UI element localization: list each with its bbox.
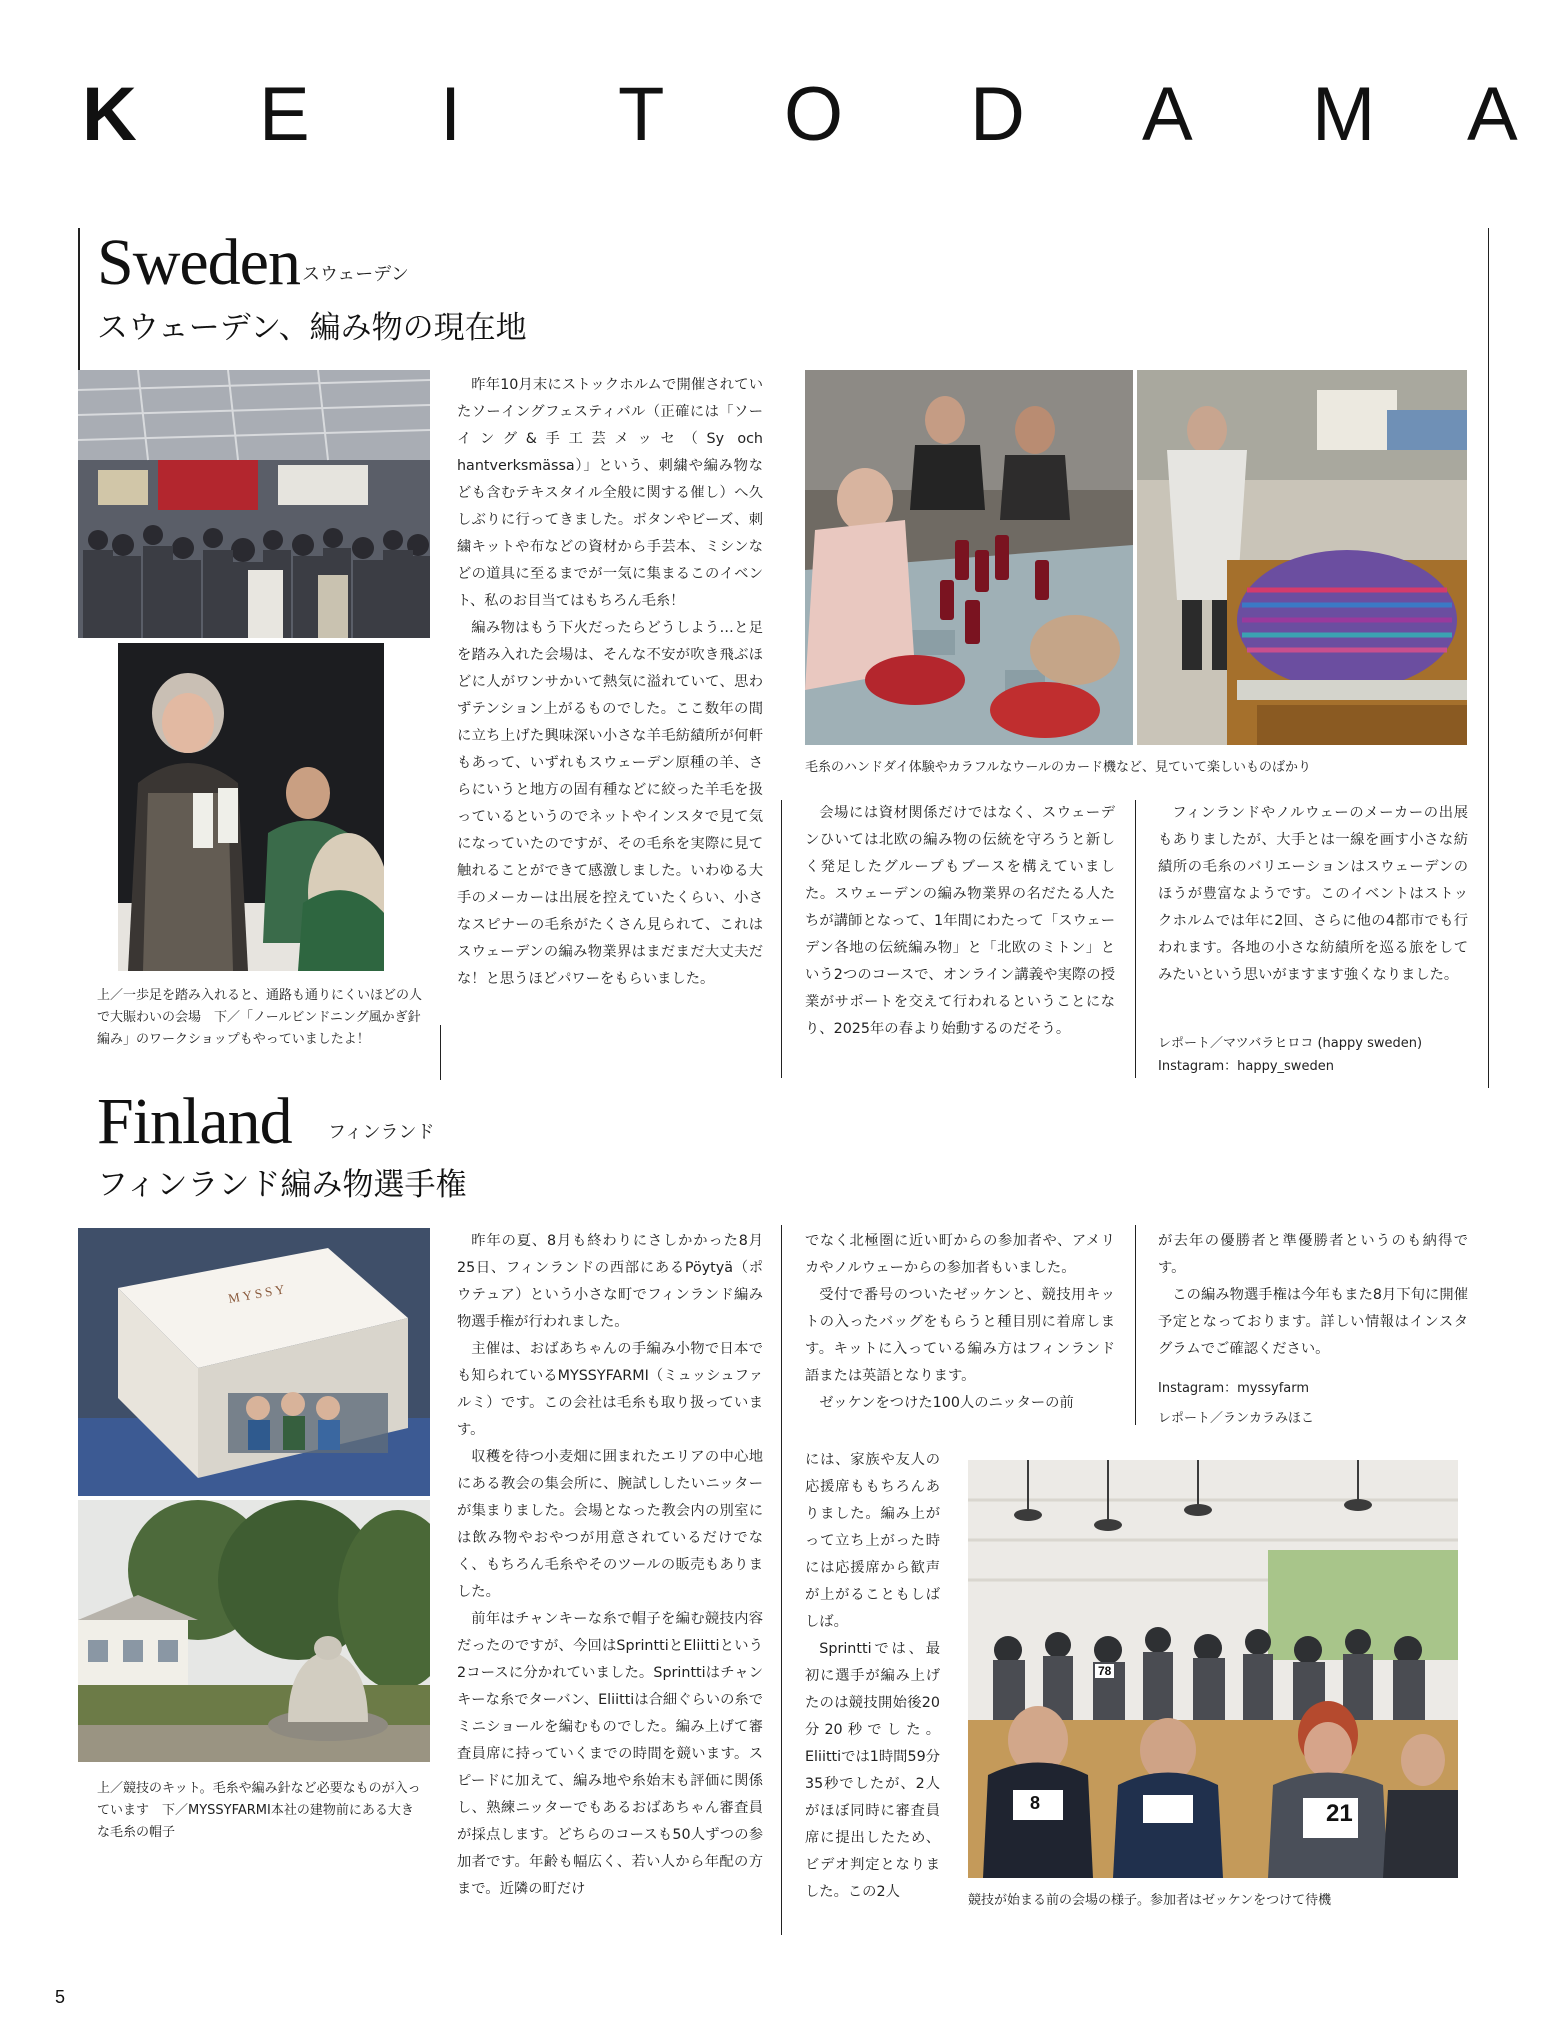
masthead-letter: I [440,72,462,157]
column-rule [440,1025,441,1080]
bib-number: 78 [1095,1664,1114,1678]
paragraph: には、家族や友人の応援席ももちろんありました。編み上がって立ち上がった時には応援席から歓声が上がることもしばしば。 [805,1452,940,1630]
column-rule [1135,1225,1136,1425]
sweden-credit-report: レポート／マツバラヒロコ (happy sweden) [1158,1036,1423,1051]
sweden-body-column-3 [1158,800,1468,989]
paragraph: でなく北極圏に近い町からの参加者や、アメリカやノルウェーからの参加者もいました。 [805,1233,1115,1276]
masthead-letter: T [618,72,665,157]
finland-credit-instagram: Instagram：myssyfarm [1158,1381,1310,1396]
section-rule-left [78,228,80,388]
box-logo: MYSSY [227,1280,289,1307]
masthead-letter: M [1312,72,1376,157]
paragraph: 受付で番号のついたゼッケンと、競技用キットの入ったバッグをもらうと種目別に着席します。キットに入っている編み方はフィンランド語または英語となります。 [805,1287,1115,1384]
finland-body-column-1 [457,1228,763,1903]
sweden-hall-illustration [78,370,430,638]
sweden-kana: スウェーデン [302,264,409,285]
finland-caption-photo: 競技が始まる前の会場の様子。参加者はゼッケンをつけて待機 [968,1893,1332,1908]
paragraph: Sprinttiでは、最初に選手が編み上げたのは競技開始後20分20秒でした。Eliittiでは1時間59分35秒でしたが、2人がほぼ同時に審査員席に提出したため、ビデオ判定となりました。この2人 [805,1641,940,1900]
sweden-title: Sweden [97,226,300,299]
page-number: 5 [55,1987,66,2007]
sweden-workshop-photo [118,643,384,971]
sweden-workshop-illustration [118,643,384,971]
paragraph: 主催は、おばあちゃんの手編み小物で日本でも知られているMYSSYFARMI（ミュッシュファルミ）です。この会社は毛糸も取り扱っています。 [457,1341,763,1438]
finland-kana: フィンランド [328,1122,435,1143]
paragraph: 編み物はもう下火だったらどうしよう…と足を踏み入れた会場は、そんな不安が吹き飛ぶほどに人がワンサかいて熱気に溢れていて、思わずテンション上がるものでした。ここ数年の間に立ち上げた興味深い小さな羊毛紡績所が何軒もあって、いずれもスウェーデン原種の羊、さらにいうと地方の固有種などに絞った羊毛を扱っているというのでネットやインスタで見て気になっていたのですが、その毛糸を実際に見て触れることができて感激しました。いわゆる大手のメーカーは出展を控えていたくらい、小さなスピナーの毛糸がたくさん見られて、これはスウェーデンの編み物業界はまだまだ大丈夫だな！と思うほどパワーをもらいました。 [457,620,763,987]
masthead-letter: A [1142,72,1193,157]
sweden-handdye-photo [805,370,1133,745]
sweden-handdye-illustration [805,370,1133,745]
paragraph: 収穫を待つ小麦畑に囲まれたエリアの中心地にある教会の集会所に、腕試ししたいニッターが集まりました。会場となった教会内の別室には飲み物やおやつが用意されているだけでなく、もちろん毛糸やそのツールの販売もありました。 [457,1449,763,1600]
paragraph: ゼッケンをつけた100人のニッターの前 [819,1395,1074,1411]
sweden-carder-illustration [1137,370,1467,745]
finland-body-column-2-narrow [805,1447,940,1906]
finland-body-column-2 [805,1228,1115,1417]
finland-credit-report: レポート／ランカラみほこ [1158,1411,1315,1426]
bib-number: 8 [1030,1793,1041,1813]
column-rule [1135,800,1136,1078]
masthead-letter: K [82,72,137,157]
sweden-credit-instagram: Instagram：happy_sweden [1158,1059,1334,1074]
finland-body-column-3 [1158,1228,1468,1363]
paragraph: この編み物選手権は今年もまた8月下旬に開催予定となっております。詳しい情報はインスタグラムでご確認ください。 [1158,1287,1468,1357]
section-rule-right [1488,228,1489,1088]
paragraph: 会場には資材関係だけではなく、スウェーデンひいては北欧の編み物の伝統を守ろうと新しく発足したグループもブースを構えていました。スウェーデンの編み物業界の名だたる人たちが講師となって、1年間にわたって「スウェーデン各地の伝統編み物」と「北欧のミトン」という2つのコースで、オンライン講義や実際の授業がサポートを交えて行われるということになり、2025年の春より始動するのだそう。 [805,805,1115,1037]
finland-caption-left: 上／競技のキット。毛糸や編み針など必要なものが入っています 下／MYSSYFARMI本社の建物前にある大きな毛糸の帽子 [97,1781,421,1840]
masthead-letter: E [259,72,310,157]
finland-competition-illustration [968,1460,1458,1878]
paragraph: が去年の優勝者と準優勝者というのも納得です。 [1158,1233,1468,1276]
finland-hat-photo [78,1500,430,1762]
sweden-body-column-2 [805,800,1115,1043]
paragraph: フィンランドやノルウェーのメーカーの出展もありましたが、大手とは一線を画す小さな紡績所の毛糸のバリエーションはスウェーデンのほうが豊富なようです。このイベントはストックホルムでは年に2回、さらに他の4都市でも行われます。各地の小さな紡績所を巡る旅をしてみたいという思いがますます強くなりました。 [1158,805,1468,983]
paragraph: 前年はチャンキーな糸で帽子を編む競技内容だったのですが、今回はSprinttiとEliittiという2コースに分かれていました。Sprinttiはチャンキーな糸でターバン、Eliittiは合細ぐらいの糸でミニショールを編むものでした。編み上げて審査員席に持っていくまでの時間を競います。スピードに加えて、編み地や糸始末も評価に関係し、熟練ニッターでもあるおばあちゃん審査員が採点します。どちらのコースも50人ずつの参加者です。年齢も幅広く、若い人から年配の方まで。近隣の町だけ [457,1611,763,1897]
paragraph: 昨年10月末にストックホルムで開催されていたソーイングフェスティバル（正確には「ソーイング&手工芸メッセ（Sy och hantverksmässa）」という、刺繍や編み物なども含むテキスタイル全般に関する催し）へ久しぶりに行ってきました。ボタンやビーズ、刺繍キットや布などの資材から手芸本、ミシンなどの道具に至るまでが一気に集まるこのイベント、私のお目当てはもちろん毛糸！ [457,377,763,609]
bib-number: 21 [1326,1800,1353,1827]
masthead-letter: D [970,72,1025,157]
sweden-headline: スウェーデン、編み物の現在地 [97,310,527,346]
finland-headline: フィンランド編み物選手権 [97,1167,467,1203]
masthead-letter: A [1467,72,1518,157]
column-rule [781,1225,782,1935]
sweden-carder-photo [1137,370,1467,745]
finland-competition-photo [968,1460,1458,1878]
sweden-body-column-1 [457,372,763,993]
sweden-caption-top: 毛糸のハンドダイ体験やカラフルなウールのカード機など、見ていて楽しいものばかり [805,760,1311,775]
paragraph: 昨年の夏、8月も終わりにさしかかった8月25日、フィンランドの西部にあるPöytyä（ポウテュア）という小さな町でフィンランド編み物選手権が行われました。 [457,1233,763,1330]
finland-kit-illustration [78,1228,430,1496]
finland-kit-photo [78,1228,430,1496]
sweden-hall-photo [78,370,430,638]
masthead-letter: O [784,72,844,157]
sweden-caption-left: 上／一歩足を踏み入れると、通路も通りにくいほどの人で大賑わいの会場 下／「ノールビンドニング風かぎ針編み」のワークショップもやっていましたよ！ [97,988,423,1047]
column-rule [781,800,782,1078]
finland-title: Finland [97,1085,292,1158]
masthead [82,72,1518,157]
finland-hat-illustration [78,1500,430,1762]
